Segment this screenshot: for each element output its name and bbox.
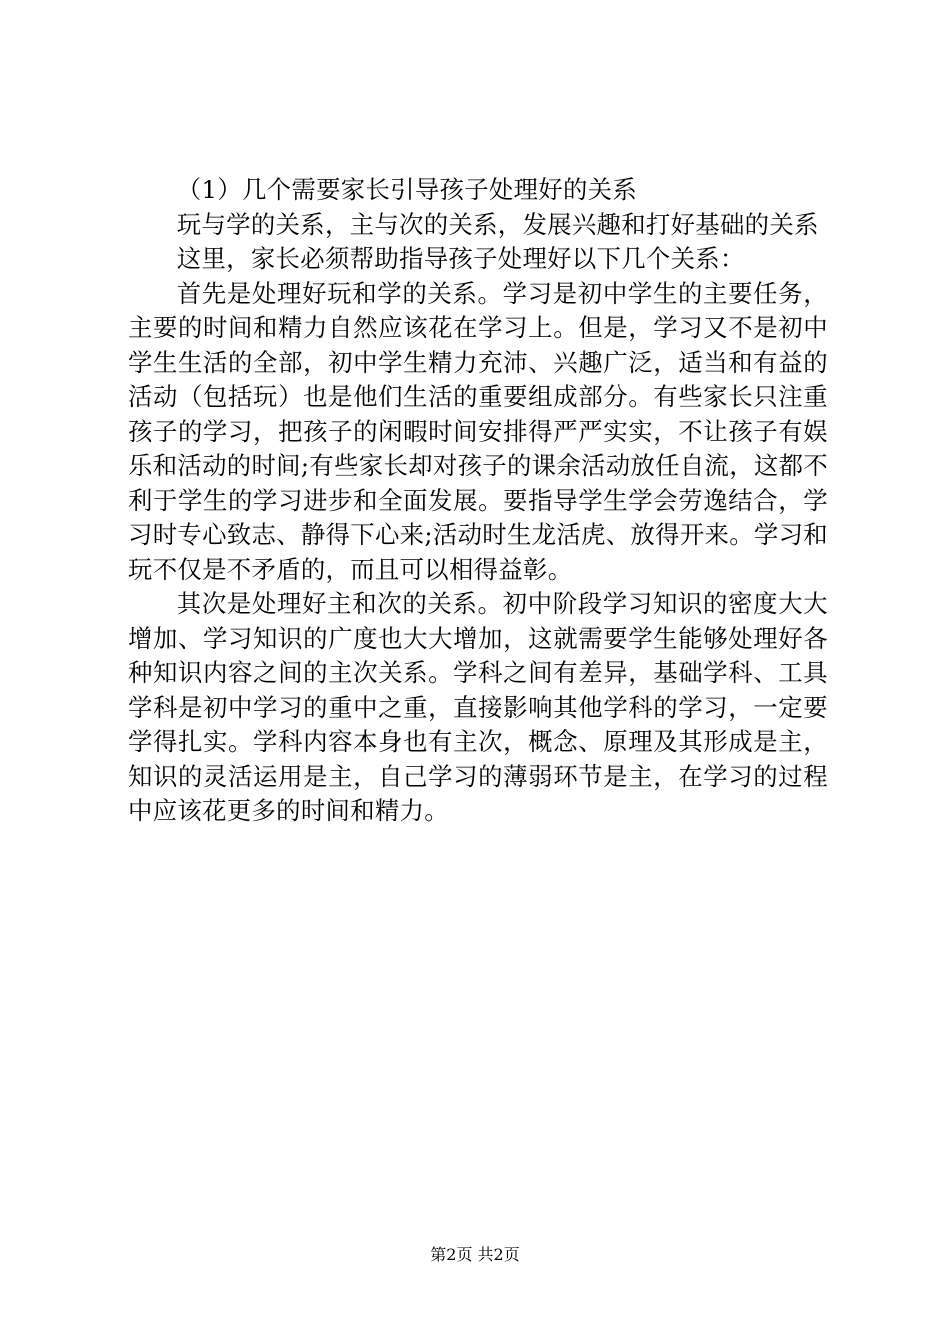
paragraph-intro: 这里，家长必须帮助指导孩子处理好以下几个关系：: [176, 244, 745, 273]
paragraph-primary-secondary: 其次是处理好主和次的关系。初中阶段学习知识的密度大大增加、学习知识的广度也大大增加，这就需要学生能够处理好各种知识内容之间的主次关系。学科之间有差异，基础学科、工具学科是初中学习的重中之重，直接影响其他学科的学习，一定要学得扎实。学科内容本身也有主次，概念、原理及其形成是主，知识的灵活运用是主，自己学习的薄弱环节是主，在学习的过程中应该花更多的时间和精力。: [128, 589, 828, 825]
paragraph-play-study: 首先是处理好玩和学的关系。学习是初中学生的主要任务，主要的时间和精力自然应该花在学习上。但是，学习又不是初中学生生活的全部，初中学生精力充沛、兴趣广泛，适当和有益的活动（包括玩）也是他们生活的重要组成部分。有些家长只注重孩子的学习，把孩子的闲暇时间安排得严严实实，不让孩子有娱乐和活动的时间;有些家长却对孩子的课余活动放任自流，这都不利于学生的学习进步和全面发展。要指导学生学会劳逸结合，学习时专心致志、静得下心来;活动时生龙活虎、放得开来。学习和玩不仅是不矛盾的，而且可以相得益彰。: [128, 278, 828, 584]
page-number-footer: 第2页 共2页: [430, 1245, 520, 1264]
document-body: [128, 173, 828, 829]
paragraph-heading: （1）几个需要家长引导孩子处理好的关系: [176, 175, 638, 204]
paragraph-relations: 玩与学的关系，主与次的关系，发展兴趣和打好基础的关系: [176, 209, 819, 239]
